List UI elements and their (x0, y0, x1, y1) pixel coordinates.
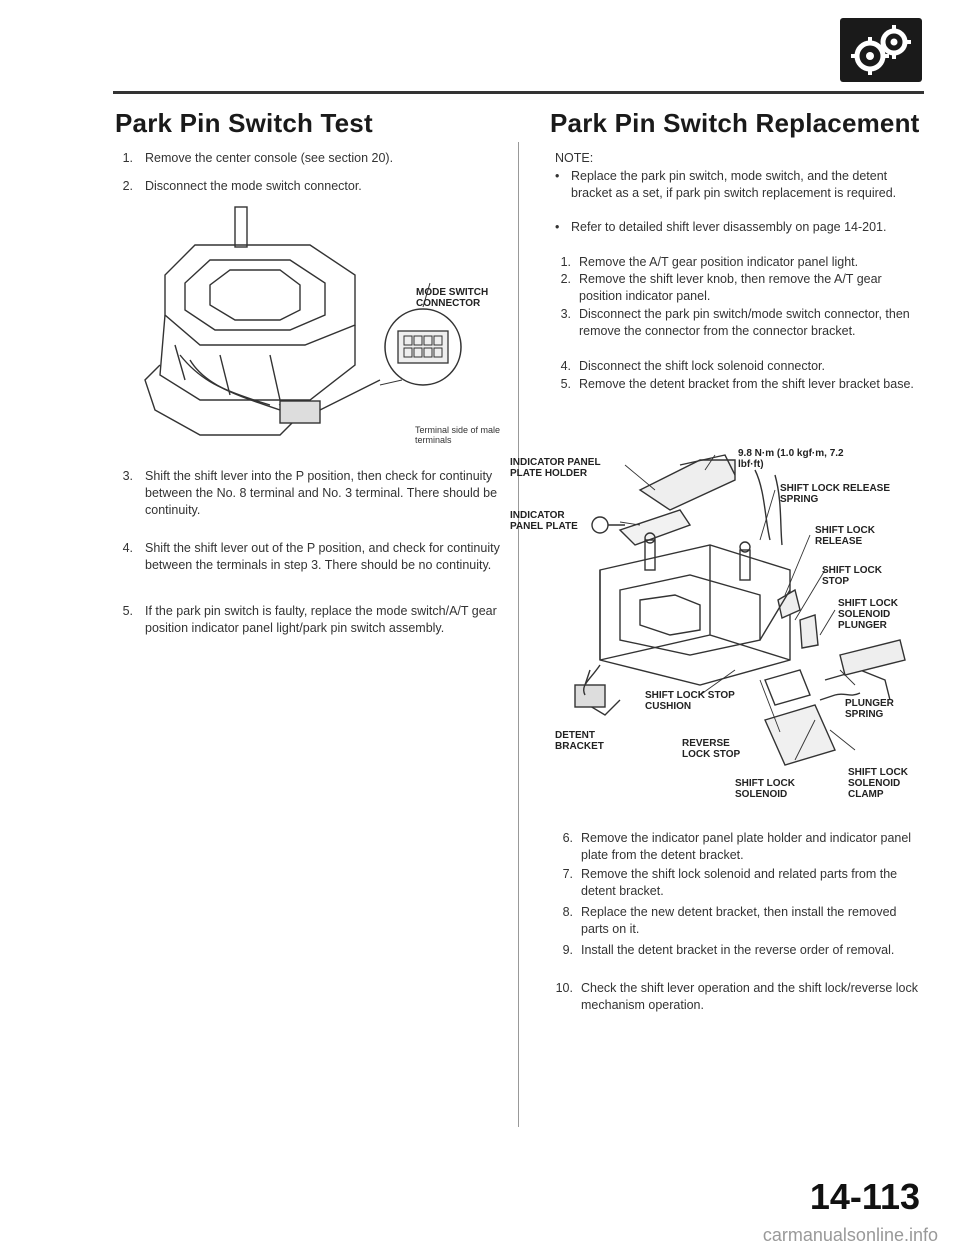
label-shift-lock-solenoid-clamp: SHIFT LOCK SOLENOID CLAMP (848, 767, 908, 800)
note-label: NOTE: (555, 151, 594, 165)
page-number: 14-113 (809, 1176, 920, 1217)
label-shift-lock-solenoid-plunger: SHIFT LOCK SOLENOID PLUNGER (838, 598, 898, 631)
label-shift-lock-release-spring: SHIFT LOCK RELEASE SPRING (780, 483, 891, 505)
column-divider (518, 142, 519, 1127)
label-shift-lock-release: SHIFT LOCK RELEASE (815, 525, 875, 547)
terminal-side-label: Terminal side of male terminals (415, 425, 501, 445)
left-section-title: Park Pin Switch Test (115, 108, 373, 138)
watermark-text: carmanualsonline.info (762, 1225, 938, 1245)
label-reverse-lock-stop: REVERSE LOCK STOP (682, 738, 741, 760)
right-section-title: Park Pin Switch Replacement (550, 108, 920, 138)
label-indicator-panel-plate: INDICATOR PANEL PLATE (510, 510, 578, 532)
mode-switch-connector-label: MODE SWITCH CONNECTOR (416, 287, 489, 309)
label-shift-lock-solenoid: SHIFT LOCK SOLENOID (735, 778, 795, 800)
label-torque-spec: 9.8 N·m (1.0 kgf·m, 7.2 lbf·ft) (738, 448, 844, 470)
label-detent-bracket: DETENT BRACKET (555, 730, 604, 752)
label-plunger-spring: PLUNGER SPRING (845, 698, 894, 720)
gears-icon (840, 18, 922, 82)
header-rule (113, 91, 924, 94)
label-shift-lock-stop: SHIFT LOCK STOP (822, 565, 882, 587)
label-shift-lock-stop-cushion: SHIFT LOCK STOP CUSHION (645, 690, 735, 712)
label-indicator-panel-plate-holder: INDICATOR PANEL PLATE HOLDER (510, 457, 601, 479)
